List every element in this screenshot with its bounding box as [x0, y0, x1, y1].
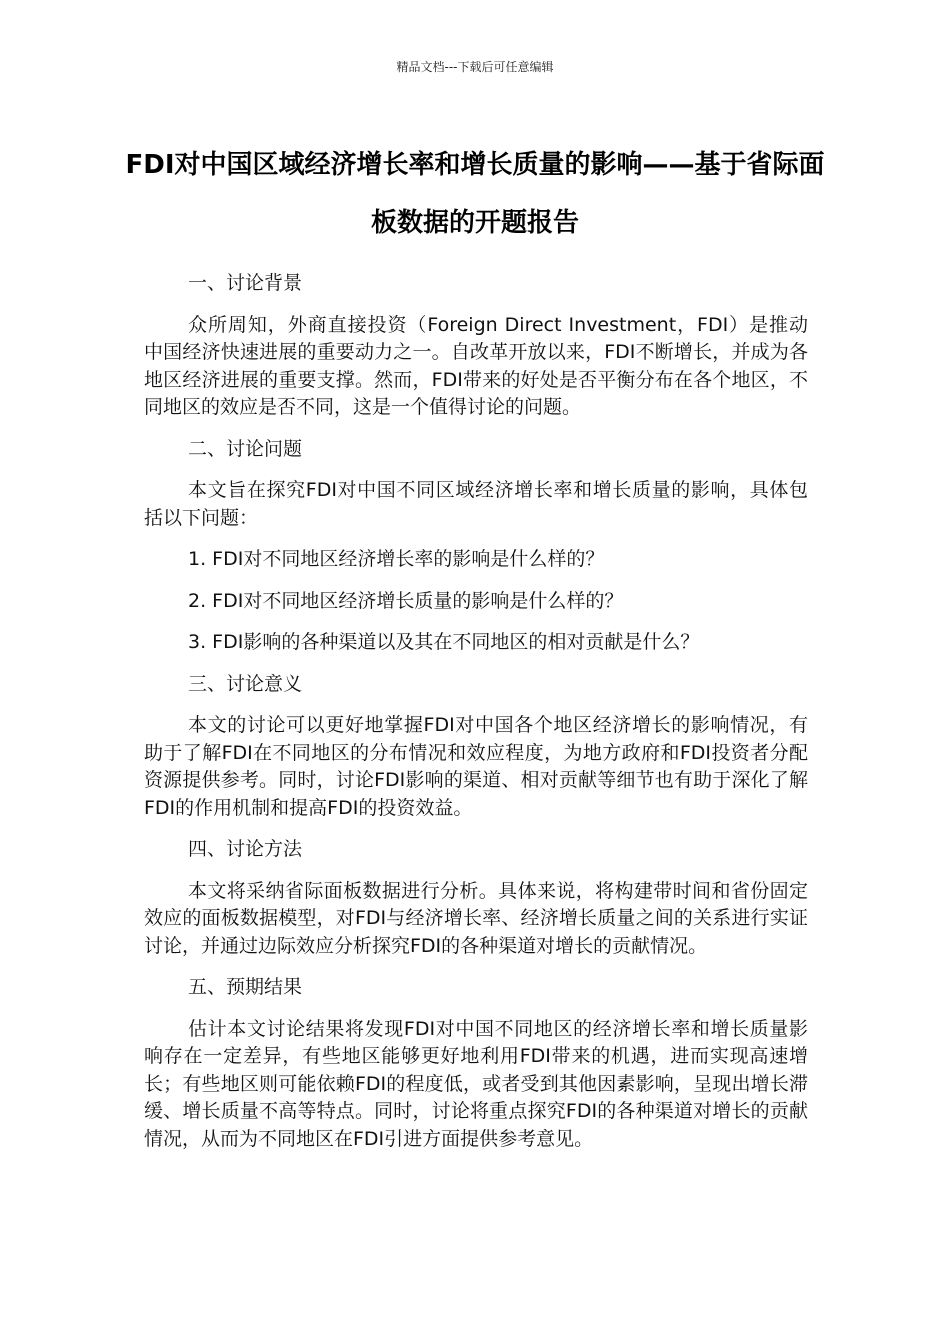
document-body	[144, 270, 808, 1167]
section-paragraph: 本文旨在探究FDI对中国不同区域经济增长率和增长质量的影响，具体包括以下问题：	[144, 479, 808, 529]
question-item-2: 2. FDI对不同地区经济增长质量的影响是什么样的？	[188, 589, 624, 612]
section-heading: 一、讨论背景	[188, 272, 303, 294]
section-method	[144, 836, 808, 960]
section-paragraph: 本文将采纳省际面板数据进行分析。具体来说，将构建带时间和省份固定效应的面板数据模型，对FDI与经济增长率、经济增长质量之间的关系进行实证讨论，并通过边际效应分析探究FDI的各种渠道对增长的贡献情况。	[144, 879, 808, 957]
section-background	[144, 270, 808, 422]
section-significance	[144, 671, 808, 823]
section-paragraph: 估计本文讨论结果将发现FDI对中国不同地区的经济增长率和增长质量影响存在一定差异，有些地区能够更好地利用FDI带来的机遇，进而实现高速增长；有些地区则可能依赖FDI的程度低，或者受到其他因素影响，呈现出增长滞缓、增长质量不高等特点。同时，讨论将重点探究FDI的各种渠道对增长的贡献情况，从而为不同地区在FDI引进方面提供参考意见。	[144, 1017, 808, 1150]
section-heading: 五、预期结果	[188, 976, 303, 998]
section-paragraph: 本文的讨论可以更好地掌握FDI对中国各个地区经济增长的影响情况，有助于了解FDI在不同地区的分布情况和效应程度，为地方政府和FDI投资者分配资源提供参考。同时，讨论FDI影响的渠道、相对贡献等细节也有助于深化了解FDI的作用机制和提高FDI的投资效益。	[144, 714, 808, 819]
section-heading: 四、讨论方法	[188, 838, 303, 860]
section-heading: 二、讨论问题	[188, 437, 303, 460]
header-note: 精品文档---下载后可任意编辑	[396, 60, 554, 74]
section-heading: 三、讨论意义	[188, 672, 303, 695]
document-title: FDI对中国区域经济增长率和增长质量的影响——基于省际面板数据的开题报告	[125, 150, 825, 238]
section-paragraph: 众所周知，外商直接投资（Foreign Direct Investment，FDI）是推动中国经济快速进展的重要动力之一。自改革开放以来，FDI不断增长，并成为各地区经济进展的重要支撑。然而，FDI带来的好处是否平衡分布在各个地区，不同地区的效应是否不同，这是一个值得讨论的问题。	[144, 313, 808, 418]
section-questions	[144, 436, 808, 657]
question-item-3: 3. FDI影响的各种渠道以及其在不同地区的相对贡献是什么？	[188, 631, 700, 653]
question-item-1: 1. FDI对不同地区经济增长率的影响是什么样的？	[188, 548, 605, 570]
section-expected-results	[144, 974, 808, 1153]
